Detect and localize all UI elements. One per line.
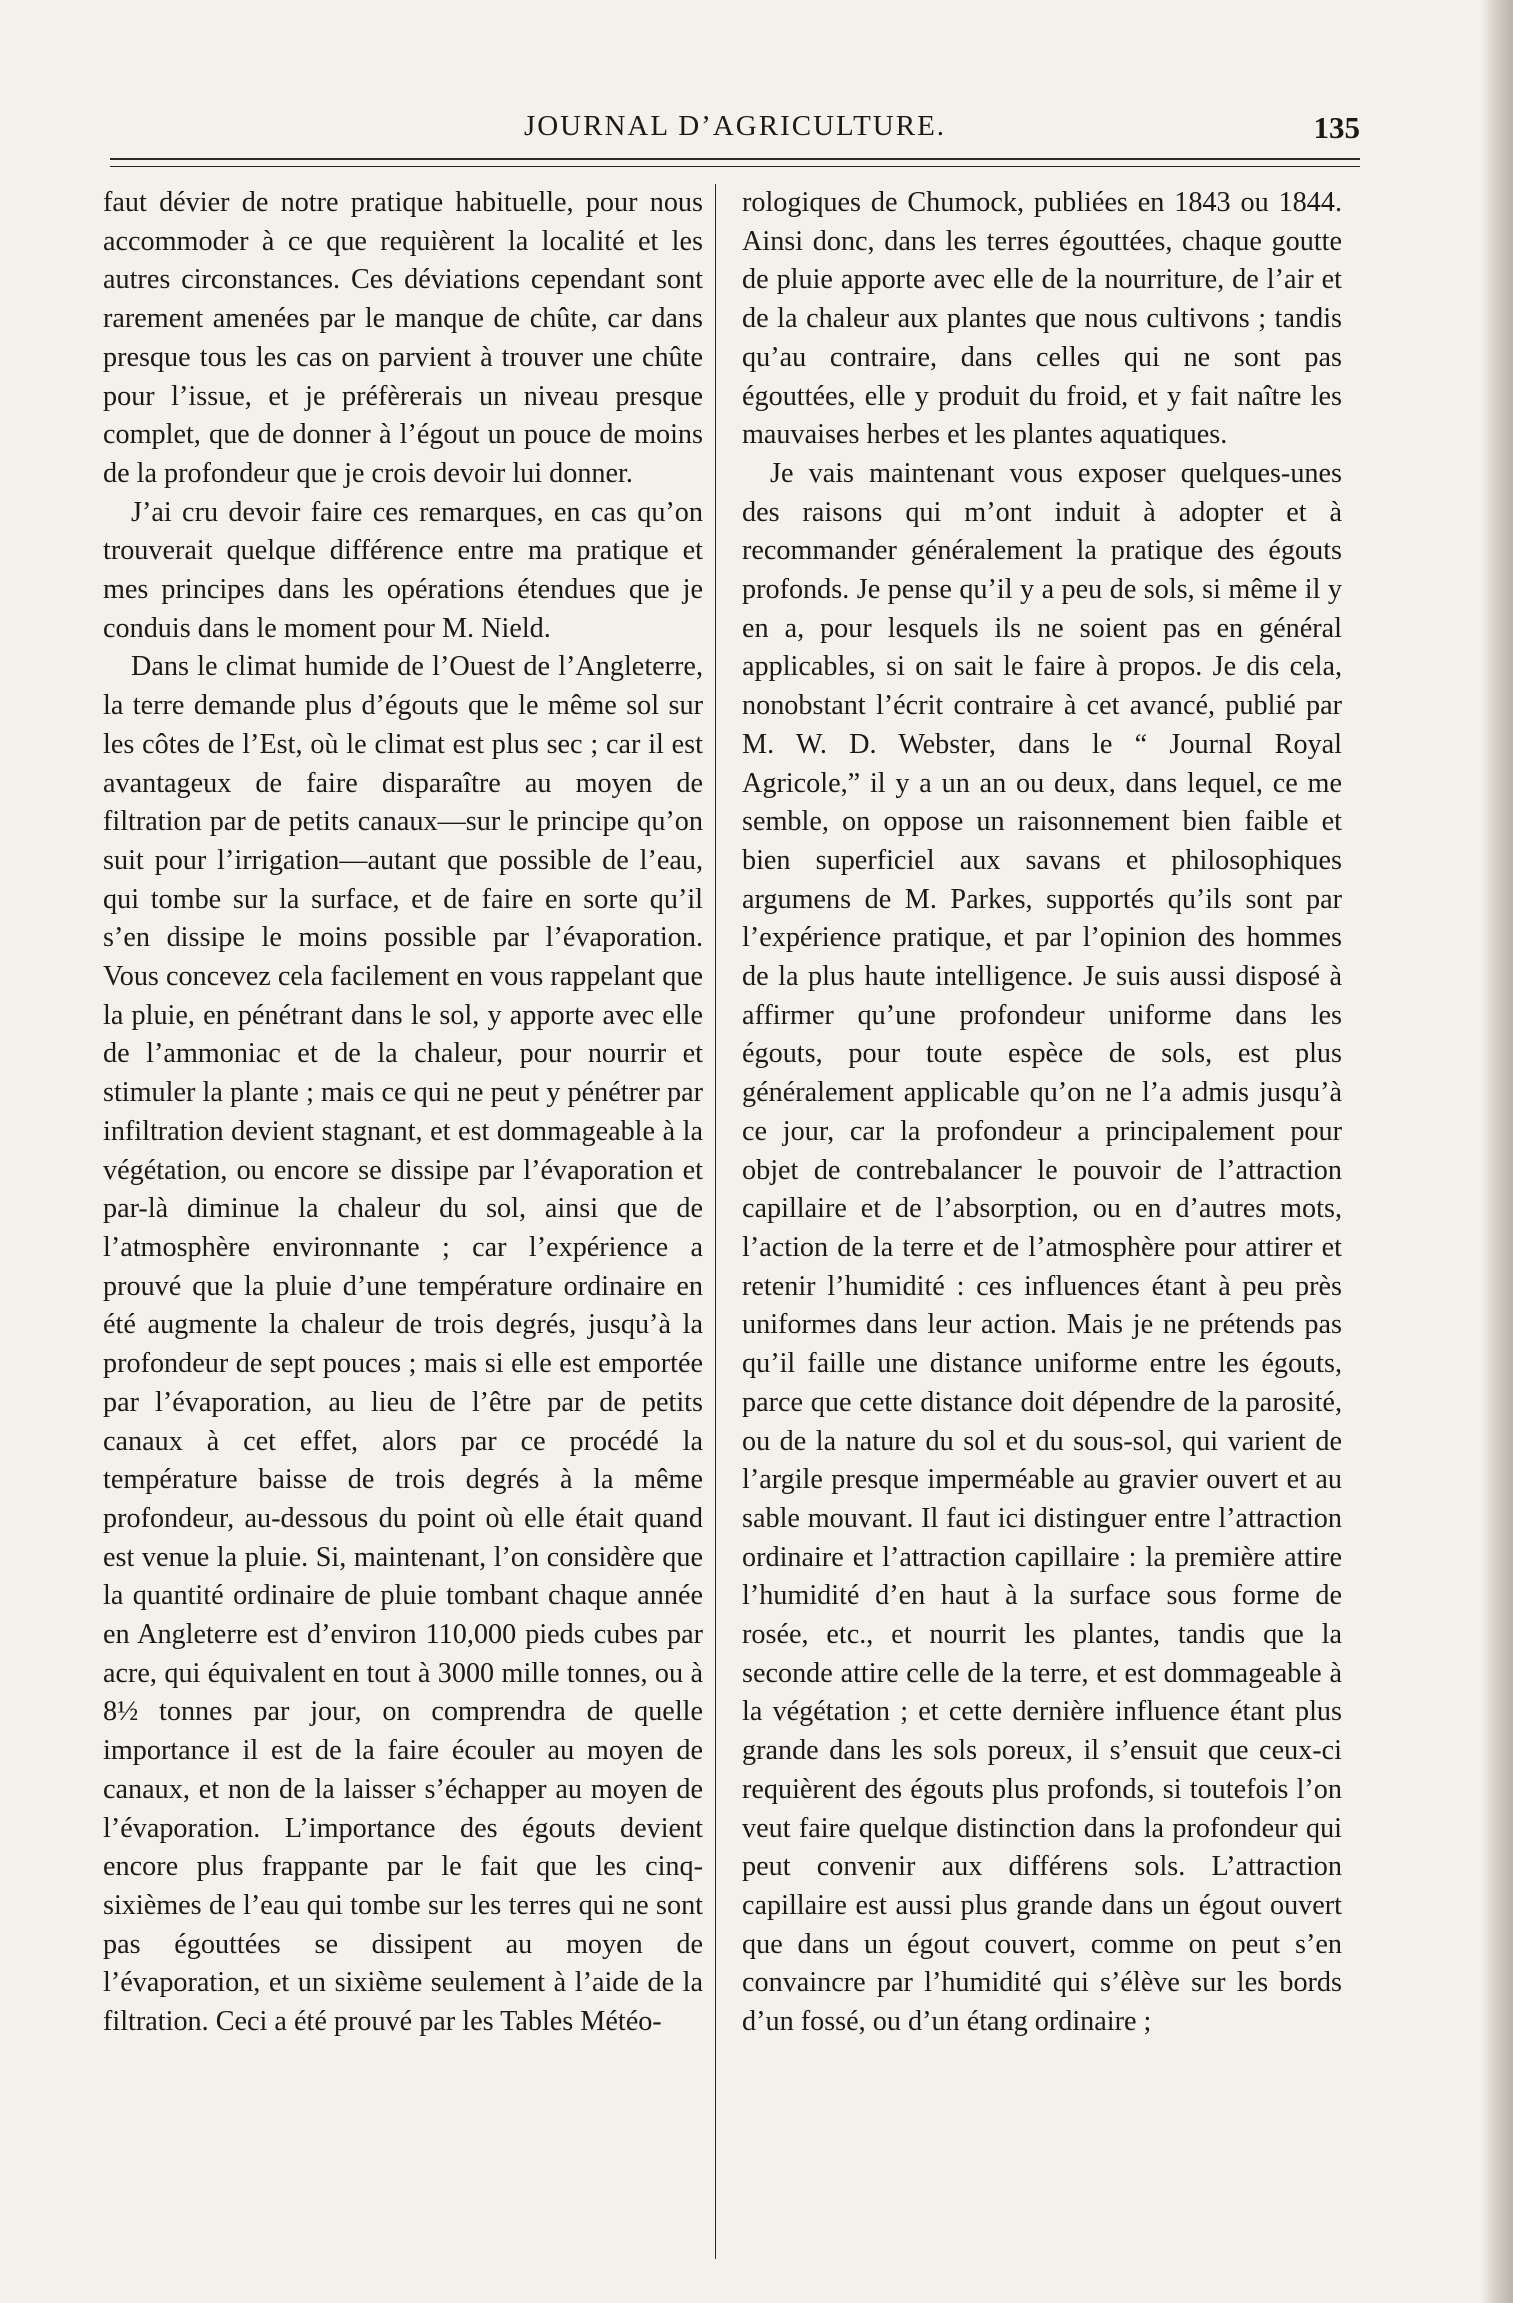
column-divider (715, 184, 716, 2259)
paragraph: rologiques de Chumock, publiées en 1843 ou 1844. Ainsi donc, dans les terres égouttées, chaque goutte de pluie apporte avec elle de la nourriture, de l’air et de la chaleur aux plantes que nous cultivons ; tandis qu’au contraire, dans celles qui ne sont pas égouttées, elle y produit du froid, et y fait naître les mauvaises herbes et les plantes aquatiques. (742, 187, 1342, 451)
left-column (103, 184, 703, 2042)
paragraph: Je vais maintenant vous exposer quelques-unes des raisons qui m’ont induit à adopter et à recommander généralement la pratique des égouts profonds. Je pense qu’il y a peu de sols, si même il y en a, pour lesquels ils ne soient pas en général applicables, si on sait le faire à propos. Je dis cela, nonobstant l’écrit contraire à cet avancé, publié par M. W. D. Webster, dans le “ Journal Royal Agricole,” il y a un an ou deux, dans lequel, ce me semble, on oppose un raisonnement bien faible et bien superficiel aux savans et philosophiques argumens de M. Parkes, supportés qu’ils sont par l’expérience pratique, et par l’opinion des hommes de la plus haute intelligence. Je suis aussi disposé à affirmer qu’une profondeur uniforme dans les égouts, pour toute espèce de sols, est plus généralement applicable qu’on ne l’a admis jusqu’à ce jour, car la profondeur a principalement pour objet de contrebalancer le pouvoir de l’attraction capillaire et de l’absorption, ou en d’autres mots, l’action de la terre et de l’atmosphère pour attirer et retenir l’humidité : ces influences étant à peu près uniformes dans leur action. Mais je ne prétends pas qu’il faille une distance uniforme entre les égouts, parce que cette distance doit dépendre de la parosité, ou de la nature du sol et du sous-sol, qui varient de l’argile presque imperméable au gravier ouvert et au sable mouvant. Il faut ici distinguer entre l’attraction ordinaire et l’attraction capillaire : la première attire l’humidité d’en haut à la surface sous forme de rosée, etc., et nourrit les plantes, tandis que la seconde attire celle de la terre, et est dommageable à la végétation ; et cette dernière influence étant plus grande dans les sols poreux, il s’ensuit que ceux-ci requièrent des égouts plus profonds, si toutefois l’on veut faire quelque distinction dans la profondeur qui peut convenir aux différens sols. L’attraction capillaire est aussi plus grande dans un égout ouvert que dans un égout couvert, comme on peut s’en convaincre par l’humidité qui s’élève sur les bords d’un fossé, ou d’un étang ordinaire ; (742, 457, 1342, 2038)
page-header (110, 110, 1360, 160)
right-column (742, 184, 1342, 2042)
running-title: JOURNAL D’AGRICULTURE. (523, 110, 947, 142)
paragraph: faut dévier de notre pratique habituelle, pour nous accommoder à ce que requièrent la localité et les autres circonstances. Ces déviations cependant sont rarement amenées par le manque de chûte, car dans presque tous les cas on parvient à trouver une chûte pour l’issue, et je préfèrerais un niveau presque complet, que de donner à l’égout un pouce de moins de la profondeur que je crois devoir lui donner. (103, 187, 703, 489)
paragraph: Dans le climat humide de l’Ouest de l’Angleterre, la terre demande plus d’égouts que le même sol sur les côtes de l’Est, où le climat est plus sec ; car il est avantageux de faire disparaître au moyen de filtration par de petits canaux—sur le principe qu’on suit pour l’irrigation—autant que possible de l’eau, qui tombe sur la surface, et de faire en sorte qu’il s’en dissipe le moins possible par l’évaporation. Vous concevez cela facilement en vous rappelant que la pluie, en pénétrant dans le sol, y apporte avec elle de l’ammoniac et de la chaleur, pour nourrir et stimuler la plante ; mais ce qui ne peut y pénétrer par infiltration devient stagnant, et est dommageable à la végétation, ou encore se dissipe par l’évaporation et par-là diminue la chaleur du sol, ainsi que de l’atmosphère environnante ; car l’expérience a prouvé que la pluie d’une température ordinaire en été augmente la chaleur de trois degrés, jusqu’à la profondeur de sept pouces ; mais si elle est emportée par l’évaporation, au lieu de l’être par de petits canaux à cet effet, alors par ce procédé la température baisse de trois degrés à la même profondeur, au-dessous du point où elle était quand est venue la pluie. Si, maintenant, l’on considère que la quantité ordinaire de pluie tombant chaque année en Angleterre est d’environ 110,000 pieds cubes par acre, qui équivalent en tout à 3000 mille tonnes, ou à 8½ tonnes par jour, on comprendra de quelle importance il est de la faire écouler au moyen de canaux, et non de la laisser s’échapper au moyen de l’évaporation. L’importance des égouts devient encore plus frappante par le fait que les cinq-sixièmes de l’eau qui tombe sur les terres qui ne sont pas égouttées se dissipent au moyen de l’évaporation, et un sixième seulement à l’aide de la filtration. Ceci a été prouvé par les Tables Météo- (103, 651, 703, 2038)
header-rule-top (110, 158, 1360, 160)
paragraph: J’ai cru devoir faire ces remarques, en cas qu’on trouverait quelque différence entre ma pratique et mes principes dans les opérations étendues que je conduis dans le moment pour M. Nield. (103, 496, 703, 644)
header-rule-bottom (110, 166, 1360, 167)
page-number: 135 (1313, 110, 1360, 145)
page-edge-shadow (1481, 0, 1513, 2303)
